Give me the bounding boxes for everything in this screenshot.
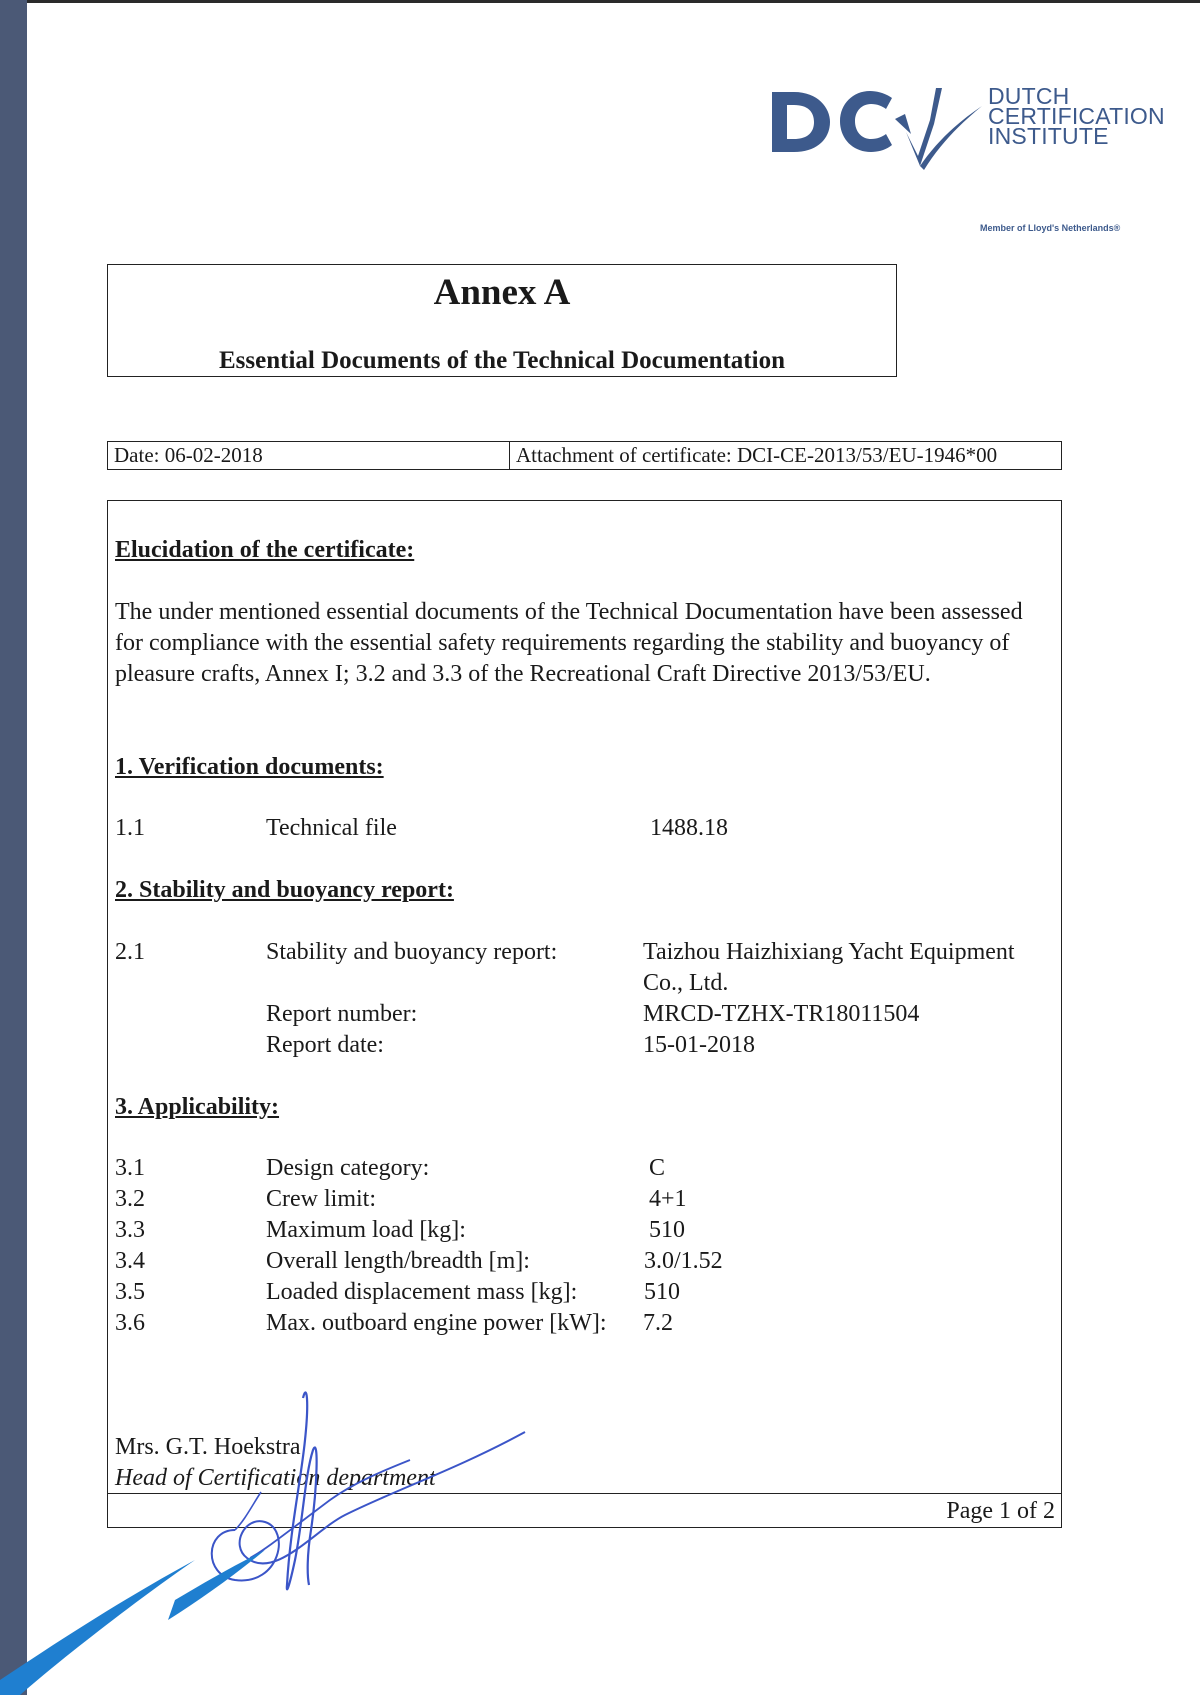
member-note: Member of Lloyd's Netherlands® <box>980 223 1121 233</box>
applicability-value: 7.2 <box>643 1310 673 1336</box>
applicability-value: 3.0/1.52 <box>644 1248 723 1274</box>
applicability-label: Max. outboard engine power [kW]: <box>266 1310 607 1336</box>
elucidation-paragraph: The under mentioned essential documents of the Technical Documentation have been assessed for compliance with the essential safety requirements regarding the stability and buoyancy of pleasure crafts, Annex I; 3.2 and 3.3 of the Recreational Craft Directive 2013/53/EU. <box>115 599 1023 687</box>
logo-line-1: DUTCH <box>988 83 1070 109</box>
stability-company-line-1: Taizhou Haizhixiang Yacht Equipment <box>643 939 1015 965</box>
applicability-value: 4+1 <box>649 1186 687 1212</box>
stability-item-label: Stability and buoyancy report: <box>266 939 558 965</box>
stability-item-num: 2.1 <box>115 939 145 965</box>
scan-edge-strip <box>0 0 27 1695</box>
top-border-line <box>27 0 1200 3</box>
stability-company-line-2: Co., Ltd. <box>643 970 729 996</box>
applicability-label: Design category: <box>266 1155 430 1181</box>
applicability-num: 3.5 <box>115 1279 145 1305</box>
date-cell: Date: 06-02-2018 <box>108 442 510 469</box>
verification-item-label: Technical file <box>266 815 397 841</box>
applicability-value: C <box>649 1155 666 1181</box>
applicability-num: 3.1 <box>115 1155 145 1181</box>
dci-logo <box>770 83 1165 174</box>
applicability-label: Crew limit: <box>266 1186 376 1212</box>
dci-logo-mark-icon <box>770 84 985 174</box>
page-number: Page 1 of 2 <box>946 1498 1055 1524</box>
verification-item-value: 1488.18 <box>650 815 728 841</box>
report-number-value: MRCD-TZHX-TR18011504 <box>643 1001 920 1027</box>
stability-heading: 2. Stability and buoyancy report: <box>115 877 454 903</box>
decorative-swoosh-icon <box>0 1520 320 1695</box>
applicability-label: Maximum load [kg]: <box>266 1217 466 1243</box>
verification-heading: 1. Verification documents: <box>115 754 384 780</box>
elucidation-heading: Elucidation of the certificate: <box>115 537 415 563</box>
applicability-label: Overall length/breadth [m]: <box>266 1248 530 1274</box>
applicability-label: Loaded displacement mass [kg]: <box>266 1279 578 1305</box>
report-date-value: 15-01-2018 <box>643 1032 755 1058</box>
applicability-num: 3.3 <box>115 1217 145 1243</box>
annex-title: Annex A <box>433 272 571 313</box>
signatory-role: Head of Certification department <box>115 1465 436 1491</box>
logo-line-3: INSTITUTE <box>988 123 1109 149</box>
applicability-num: 3.4 <box>115 1248 145 1274</box>
applicability-heading: 3. Applicability: <box>115 1094 280 1120</box>
report-number-label: Report number: <box>266 1001 418 1027</box>
verification-item-num: 1.1 <box>115 815 145 841</box>
attachment-cell: Attachment of certificate: DCI-CE-2013/53/EU-1946*00 <box>516 443 998 467</box>
applicability-num: 3.2 <box>115 1186 145 1212</box>
logo-line-2: CERTIFICATION <box>988 103 1165 129</box>
signatory-name: Mrs. G.T. Hoekstra <box>115 1434 301 1460</box>
applicability-num: 3.6 <box>115 1310 145 1336</box>
main-content-box <box>107 500 1062 1528</box>
applicability-value: 510 <box>644 1279 680 1305</box>
title-box <box>107 264 897 377</box>
meta-row <box>107 441 1062 470</box>
applicability-value: 510 <box>649 1217 685 1243</box>
annex-subtitle: Essential Documents of the Technical Documentation <box>219 347 785 374</box>
report-date-label: Report date: <box>266 1032 384 1058</box>
